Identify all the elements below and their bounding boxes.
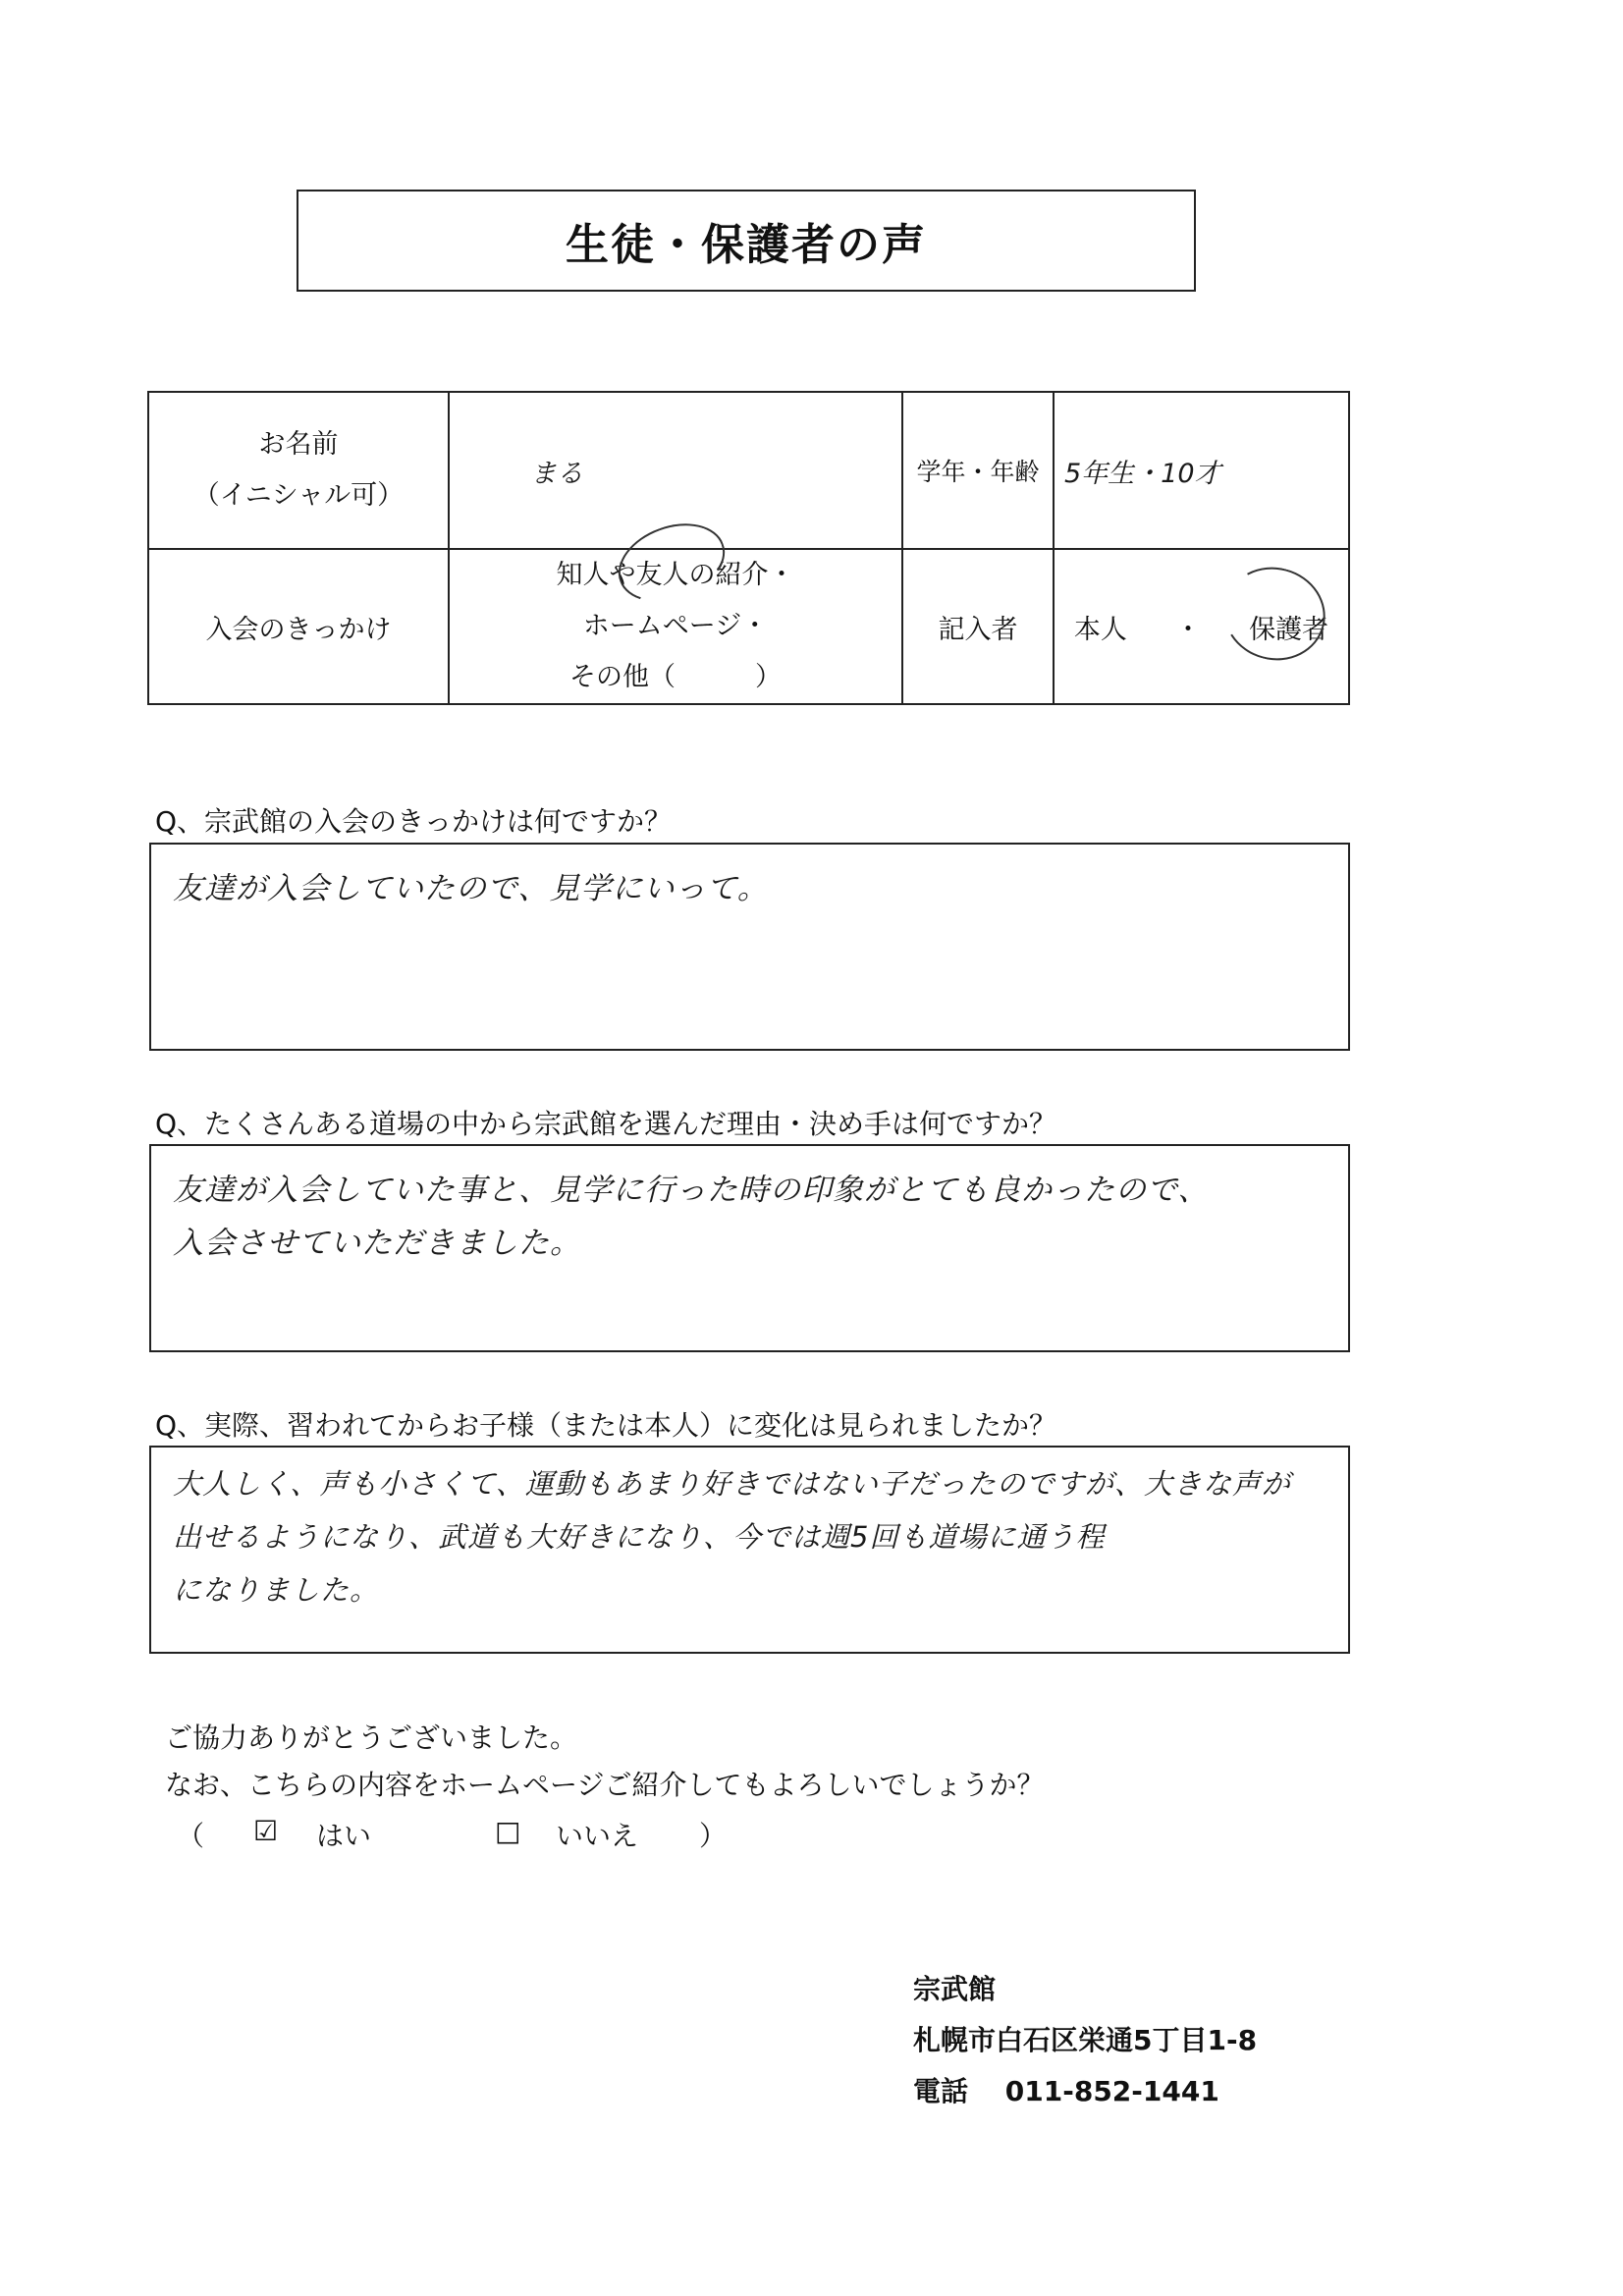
answer-2-line: 友達が入会していた事と、見学に行った時の印象がとても良かったので、 [173,1173,1210,1208]
phone-label: 電話 [913,2075,969,2107]
answer-3-line: 出せるようになり、武道も大好きになり、今では週5回も道場に通う程 [173,1520,1106,1554]
name-label: お名前 [258,429,339,460]
reason-label: 入会のきっかけ [148,549,449,704]
org-address: 札幌市白石区栄通5丁目1-8 [913,2024,1258,2056]
answer-2-box [149,1144,1350,1352]
name-value: まる [449,392,902,549]
reason-option-referral: 知人や友人の紹介・ [556,560,795,590]
writer-option-self: 本人 [1073,614,1127,645]
yes-label: はい [316,1820,372,1852]
writer-option-guardian: 保護者 [1249,614,1329,645]
info-table [147,391,1350,705]
answer-1-box [149,843,1350,1051]
reason-option-other: その他（ ） [569,662,782,692]
reason-option-homepage: ホームページ・ [582,611,769,641]
name-label-sub: （イニシャル可） [192,480,405,511]
question-3: Q、実際、習われてからお子様（または本人）に変化は見られましたか？ [155,1409,1057,1442]
no-label: いいえ [556,1820,639,1852]
thanks-text: ご協力ありがとうございました。 [165,1722,578,1754]
name-label-cell [148,392,449,549]
writer-label: 記入者 [902,549,1054,704]
writer-separator: ・ [1174,614,1202,645]
answer-3-line: になりました。 [173,1573,380,1607]
answer-3-line: 大人しく、声も小さくて、運動もあまり好きではない子だったのですが、大きな声が [173,1467,1291,1501]
yes-checkbox[interactable]: ☑ [253,1815,279,1847]
permission-question: なお、こちらの内容をホームページご紹介してもよろしいでしょうか？ [165,1769,1045,1801]
paren-open: （ [177,1820,205,1852]
phone-number: 011-852-1441 [1004,2075,1219,2107]
page-title: 生徒・保護者の声 [297,190,1196,292]
grade-label: 学年・年齢 [902,392,1054,549]
question-2: Q、たくさんある道場の中から宗武館を選んだ理由・決め手は何ですか？ [155,1108,1057,1140]
question-1: Q、宗武館の入会のきっかけは何ですか？ [155,805,673,838]
no-checkbox[interactable]: □ [495,1815,521,1847]
org-name: 宗武館 [913,1973,997,2005]
org-phone-row [913,2070,1219,2109]
answer-1-line: 友達が入会していたので、見学にいって。 [173,871,769,906]
answer-2-line: 入会させていただきました。 [173,1226,581,1261]
grade-value: 5年生・10才 [1054,392,1349,549]
paren-close: ） [699,1820,728,1852]
answer-3-box [149,1446,1350,1654]
